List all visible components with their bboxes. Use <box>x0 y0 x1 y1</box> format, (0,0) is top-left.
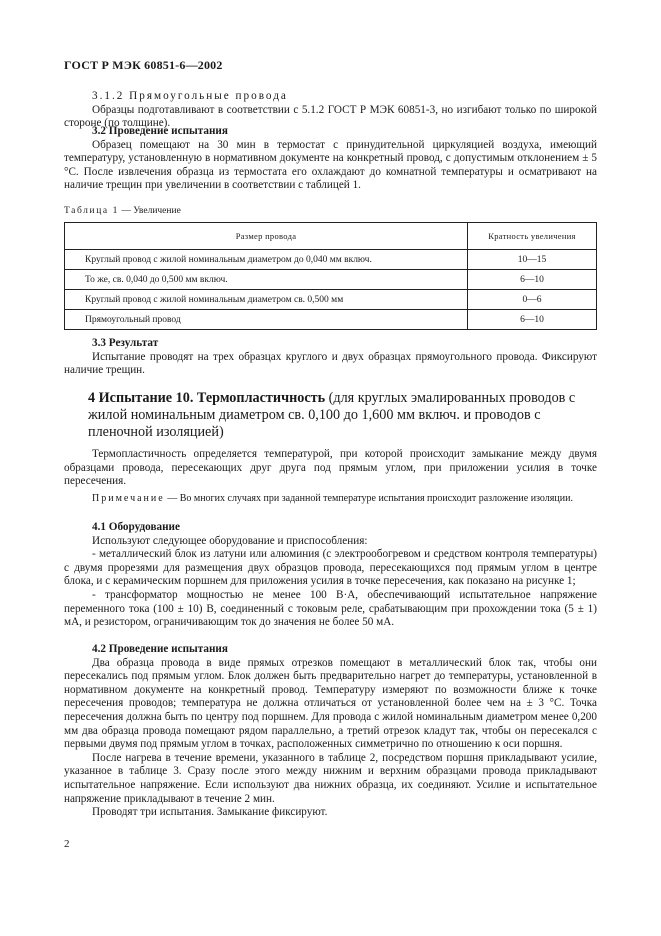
document-header: ГОСТ Р МЭК 60851-6—2002 <box>64 58 223 72</box>
table-1 <box>64 222 597 330</box>
section-4-heading <box>88 390 588 441</box>
section-3-2-text: Образец помещают на 30 мин в термостат с принудительной циркуляцией воздуха, имеющий температуру, установленную в нормативном документе на конкретный провод, с допустимым отклонением ± 5 °С. После извлечения образца из термостата его охлаждают до комнатной температуры и осматривают на наличие трещин при увеличении в соответствии с таблицей 1. <box>64 138 597 192</box>
table-row <box>65 250 597 270</box>
section-4-2-paragraph-2: После нагрева в течение времени, указанного в таблице 2, посредством поршня прикладывают усилие, указанное в таблице 3. Сразу после этого между нижним и верхним образцами провода прикладывают испытательное напряжение. Если используют два нижних образца, их соединяют. Усилие и испытательное напряжение прикладывают в течение 2 мин. <box>64 751 597 805</box>
section-4-note <box>64 492 597 505</box>
section-4-intro: Термопластичность определяется температурой, при которой происходит замыкание между двумя образцами провода, пересекающих друг друга под прямым углом, при приложении усилия в точке пересечения. <box>64 448 597 488</box>
section-3-3 <box>64 337 597 378</box>
column-header-magnification: Кратность увеличения <box>468 223 597 250</box>
section-4-2 <box>64 643 597 820</box>
table-header-row <box>65 223 597 250</box>
section-4-scope: (для круглых эмалированных проводов с жилой номинальным диаметром св. 0,100 до 1,600 мм включ. и проводов с пленочной изоляцией) <box>88 390 576 440</box>
section-3-1-2-text: Образцы подготавливают в соответствии с 5.1.2 ГОСТ Р МЭК 60851-3, но изгибают только по широкой стороне (по толщине). <box>64 103 597 130</box>
note-text: — Во многих случаях при заданной температуре испытания происходит разложение изоляции. <box>164 493 573 504</box>
table-1-caption-text: — Увеличение <box>119 206 181 216</box>
table-1-caption-label: Таблица 1 <box>64 206 120 216</box>
section-3-2 <box>64 125 597 193</box>
equipment-item-metal-block: - металлический блок из латуни или алюминия (с электрообогревом и средством контроля температуры) с двумя прорезями для размещения двух образцов провода, пересекающихся под прямым углом в центре блока, и с керамическим поршнем для приложения усилия в точке пересечения, как показано на рисунке 1; <box>64 548 597 588</box>
table-1-caption <box>64 206 597 216</box>
section-4-1-heading: 4.1 Оборудование <box>92 521 180 533</box>
section-4-title: 4 Испытание 10. Термопластичность <box>88 390 326 406</box>
cell-wire-size: Прямоугольный провод <box>65 310 468 330</box>
section-4-2-heading: 4.2 Проведение испытания <box>92 643 228 655</box>
table-row <box>65 290 597 310</box>
section-3-1-2-heading: 3.1.2 Прямоугольные провода <box>92 90 288 102</box>
section-3-3-text: Испытание проводят на трех образцах круглого и двух образцах прямоугольного провода. Фиксируют наличие трещин. <box>64 350 597 377</box>
section-4-1-intro: Используют следующее оборудование и приспособления: <box>92 534 368 547</box>
cell-magnification: 0—6 <box>468 290 597 310</box>
cell-wire-size: То же, св. 0,040 до 0,500 мм включ. <box>65 270 468 290</box>
section-4-2-paragraph-3: Проводят три испытания. Замыкание фиксируют. <box>92 806 328 819</box>
note-label: Примечание <box>92 493 165 504</box>
column-header-wire-size: Размер провода <box>65 223 468 250</box>
table-row <box>65 310 597 330</box>
magnification-table <box>64 222 597 330</box>
section-4-1 <box>64 521 597 630</box>
table-row <box>65 270 597 290</box>
cell-magnification: 6—10 <box>468 310 597 330</box>
section-4-2-paragraph-1: Два образца провода в виде прямых отрезков помещают в металлический блок так, чтобы они пересекались под прямым углом. Блок должен быть предварительно нагрет до температуры, установленной в нормативном документе на конкретный провод. Температуру измеряют по возможности ближе к точке пересечения проводов; температура не должна отличаться от установленной более чем на ± 3 °С. Точка пересечения должна быть по центру под поршнем. Для провода с жилой номинальным диаметром менее 0,200 мм два образца провода помещают рядом параллельно, а третий отрезок кладут так, чтобы он пересекался с первыми двумя под прямым углом в точках, расположенных симметрично по отношению к оси поршня. <box>64 656 597 751</box>
cell-magnification: 10—15 <box>468 250 597 270</box>
page-number: 2 <box>64 838 70 850</box>
equipment-item-transformer: - трансформатор мощностью не менее 100 В·А, обеспечивающий испытательное напряжение переменного тока (100 ± 10) В, соединенный с токовым реле, срабатывающим при прохождении тока (5 ± 1) мА, и резистором, ограничивающим ток до значения не более 50 мА. <box>64 588 597 629</box>
section-3-3-heading: 3.3 Результат <box>92 337 159 349</box>
section-3-2-heading: 3.2 Проведение испытания <box>92 125 228 137</box>
cell-wire-size: Круглый провод с жилой номинальным диаметром до 0,040 мм включ. <box>65 250 468 270</box>
section-4-intro-block <box>64 448 597 489</box>
cell-magnification: 6—10 <box>468 270 597 290</box>
cell-wire-size: Круглый провод с жилой номинальным диаметром св. 0,500 мм <box>65 290 468 310</box>
